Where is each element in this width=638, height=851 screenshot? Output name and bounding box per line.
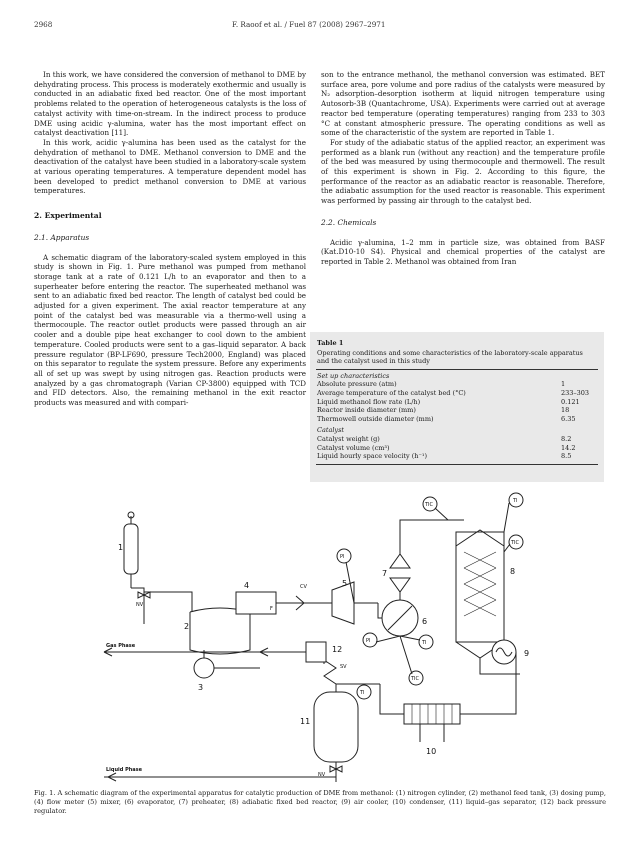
label-tic: TIC — [425, 502, 434, 508]
table-row — [317, 406, 597, 415]
table-rule — [316, 369, 598, 370]
label-f: F — [270, 606, 273, 612]
paragraph: Acidic γ-alumina, 1–2 mm in particle size, was obtained from BASF (Kat.D10-10 S4). Physical and chemical properties of the catalyst are reported in Table 2. Methanol was obtained from Iran — [321, 237, 605, 266]
label-ti: TI — [422, 640, 427, 646]
table-row — [317, 435, 597, 444]
running-head: F. Raoof et al. / Fuel 87 (2008) 2967–2971 — [232, 20, 386, 29]
label-tic: TIC — [511, 540, 520, 546]
table-label: Table 1 — [317, 339, 344, 347]
table-cell: Catalyst weight (g) — [317, 434, 380, 443]
table-row — [317, 398, 597, 407]
dosing-pump — [194, 658, 214, 678]
label-5: 5 — [342, 579, 348, 588]
paragraph: son to the entrance methanol, the methanol conversion was estimated. BET surface area, pore volume and pore radius of the catalysts were measured by N₂ adsorption–desorption isotherm at liquid nitrogen temperature using Autosorb-3B (Quantachrome, USA). Experiments were carried out at average reactor bed temperature (operating temperatures) ranging from 233 to 303 °C at constant atmospheric pressure. The operating conditions as well as some of the characteristic of the system are reported in Table 1. — [321, 70, 605, 138]
label-liquid-phase: Liquid Phase — [106, 767, 143, 773]
label-4: 4 — [244, 581, 250, 590]
table-cell: Catalyst volume (cm³) — [317, 443, 390, 452]
paragraph: For study of the adiabatic status of the applied reactor, an experiment was performed as a blank run (without any reaction) and the temperature profile of the bed was measured by using thermocouple and thermowell. The result of this experiment is shown in Fig. 2. According to this figure, the performance of the reactor as an adiabatic reactor is reasonable. Therefore, the adiabatic assumption for the used reactor is reasonable. This experiment was performed by passing air through to the catalyst bed. — [321, 137, 605, 206]
subsection-title: 2.1. Apparatus — [34, 232, 90, 242]
table-row — [317, 389, 597, 398]
gas-liquid-separator — [314, 692, 358, 762]
back-pressure-regulator — [306, 642, 326, 662]
table-cell: 14.2 — [561, 443, 576, 452]
table-cell: Reactor inside diameter (mm) — [317, 406, 416, 415]
methanol-feed-tank — [190, 608, 250, 654]
label-gas-phase: Gas Phase — [106, 643, 136, 649]
left-column — [34, 70, 306, 408]
label-cv: CV — [300, 584, 307, 590]
table-caption: Operating conditions and some characteristics of the laboratory-scale apparatus and the catalyst used in this study — [317, 348, 583, 366]
air-cooler — [492, 640, 516, 664]
table-rule — [316, 464, 598, 465]
label-sv: SV — [340, 664, 347, 670]
table-cell: 18 — [561, 406, 570, 415]
table-row — [317, 415, 597, 424]
table-1 — [310, 332, 604, 482]
table-row — [317, 452, 597, 461]
subsection-title: 2.2. Chemicals — [321, 217, 377, 227]
label-ti: TI — [513, 498, 518, 504]
label-3: 3 — [198, 683, 204, 692]
table-cell: 8.2 — [561, 434, 572, 443]
table-group-heading: Catalyst — [317, 426, 345, 435]
fixed-bed-reactor — [456, 530, 504, 658]
label-2: 2 — [184, 622, 190, 631]
label-nv: NV — [136, 602, 144, 608]
label-1: 1 — [118, 543, 124, 552]
table-cell: Liquid methanol flow rate (L/h) — [317, 397, 421, 406]
right-column — [321, 70, 605, 267]
paragraph: In this work, we have considered the conversion of methanol to DME by dehydrating process. This process is moderately exothermic and usually is conducted in an adiabatic fixed bed reactor. One of the most important problems related to the operation of heterogeneous catalysts is the loss of catalyst activity with time-on-stream. In the indirect process to produce DME using acidic γ-alumina, water has the most important effect on catalyst deactivation [11]. — [34, 70, 306, 138]
figure-1-schematic — [100, 492, 540, 792]
paragraph: A schematic diagram of the laboratory-scaled system employed in this study is shown in Fig. 1. Pure methanol was pumped from methanol storage tank at a rate of 0.121 L/h to an evaporator and then to a superheater before entering the reactor. The superheated methanol was sent to an adiabatic fixed bed reactor. The length of catalyst bed could be adjusted for a given experiment. The axial reactor temperature at any point of the catalyst bed was measurable via a thermo-well using a thermocouple. The reactor outlet products were passed through an air cooler and a double pipe heat exchanger to cool down to the ambient temperature. Cooled products were sent to a gas–liquid separator. A back pressure regulator (BP-LF690, pressure Tech2000, England) was placed on this separator to regulate the system pressure. Before any experiments all of set up was swept by using nitrogen gas. Reaction products were analyzed by a gas chromatograph (Varian CP-3800) equipped with TCD and FID detectors. Also, the remaining methanol in the exit reactor products was measured and with compari- — [34, 252, 306, 408]
label-7: 7 — [382, 569, 388, 578]
section-title: 2. Experimental — [34, 211, 102, 221]
table-cell: 233–303 — [561, 388, 590, 397]
paragraph: In this work, acidic γ-alumina has been used as the catalyst for the dehydration of methanol to DME. Methanol conversion to DME and the deactivation of the catalyst have been studied in a laboratory-scale system at various operating temperatures. A temperature dependent model has been developed to predict methanol conversion to DME at various temperatures. — [34, 137, 306, 196]
label-9: 9 — [524, 649, 530, 658]
label-6: 6 — [422, 617, 428, 626]
figure-caption: Fig. 1. A schematic diagram of the experimental apparatus for catalytic production of DME from methanol: (1) nitrogen cylinder, (2) methanol feed tank, (3) dosing pump, (4) flow meter (5) mixer, (6) evaporator, (7) preheater, (8) adiabatic fixed bed reactor, (9) air cooler, (10) condenser, (11) liquid–gas separator, (12) back pressure regulator. — [34, 789, 606, 815]
label-12: 12 — [332, 645, 343, 654]
label-10: 10 — [426, 747, 437, 756]
table-cell: Thermowell outside diameter (mm) — [317, 414, 434, 423]
table-cell: 1 — [561, 380, 566, 389]
label-nv: NV — [318, 772, 326, 778]
table-cell: 6.35 — [561, 414, 576, 423]
table-cell: Average temperature of the catalyst bed (°C) — [317, 388, 466, 397]
table-cell: 8.5 — [561, 452, 572, 461]
label-pi: PI — [340, 554, 345, 560]
preheater — [390, 554, 410, 592]
page-number: 2968 — [34, 20, 53, 29]
table-cell: Absolute pressure (atm) — [317, 380, 397, 389]
table-row — [317, 444, 597, 453]
condenser — [404, 704, 460, 724]
nitrogen-cylinder — [124, 512, 138, 574]
label-tic: TIC — [411, 676, 420, 682]
label-ti: TI — [360, 690, 365, 696]
table-cell: Liquid hourly space velocity (h⁻¹) — [317, 452, 428, 461]
evaporator — [382, 600, 418, 636]
label-pi: PI — [366, 638, 371, 644]
table-cell: 0.121 — [561, 397, 580, 406]
table-row — [317, 380, 597, 389]
table-group-heading: Set up characteristics — [317, 371, 390, 380]
label-11: 11 — [300, 717, 311, 726]
label-8: 8 — [510, 567, 516, 576]
